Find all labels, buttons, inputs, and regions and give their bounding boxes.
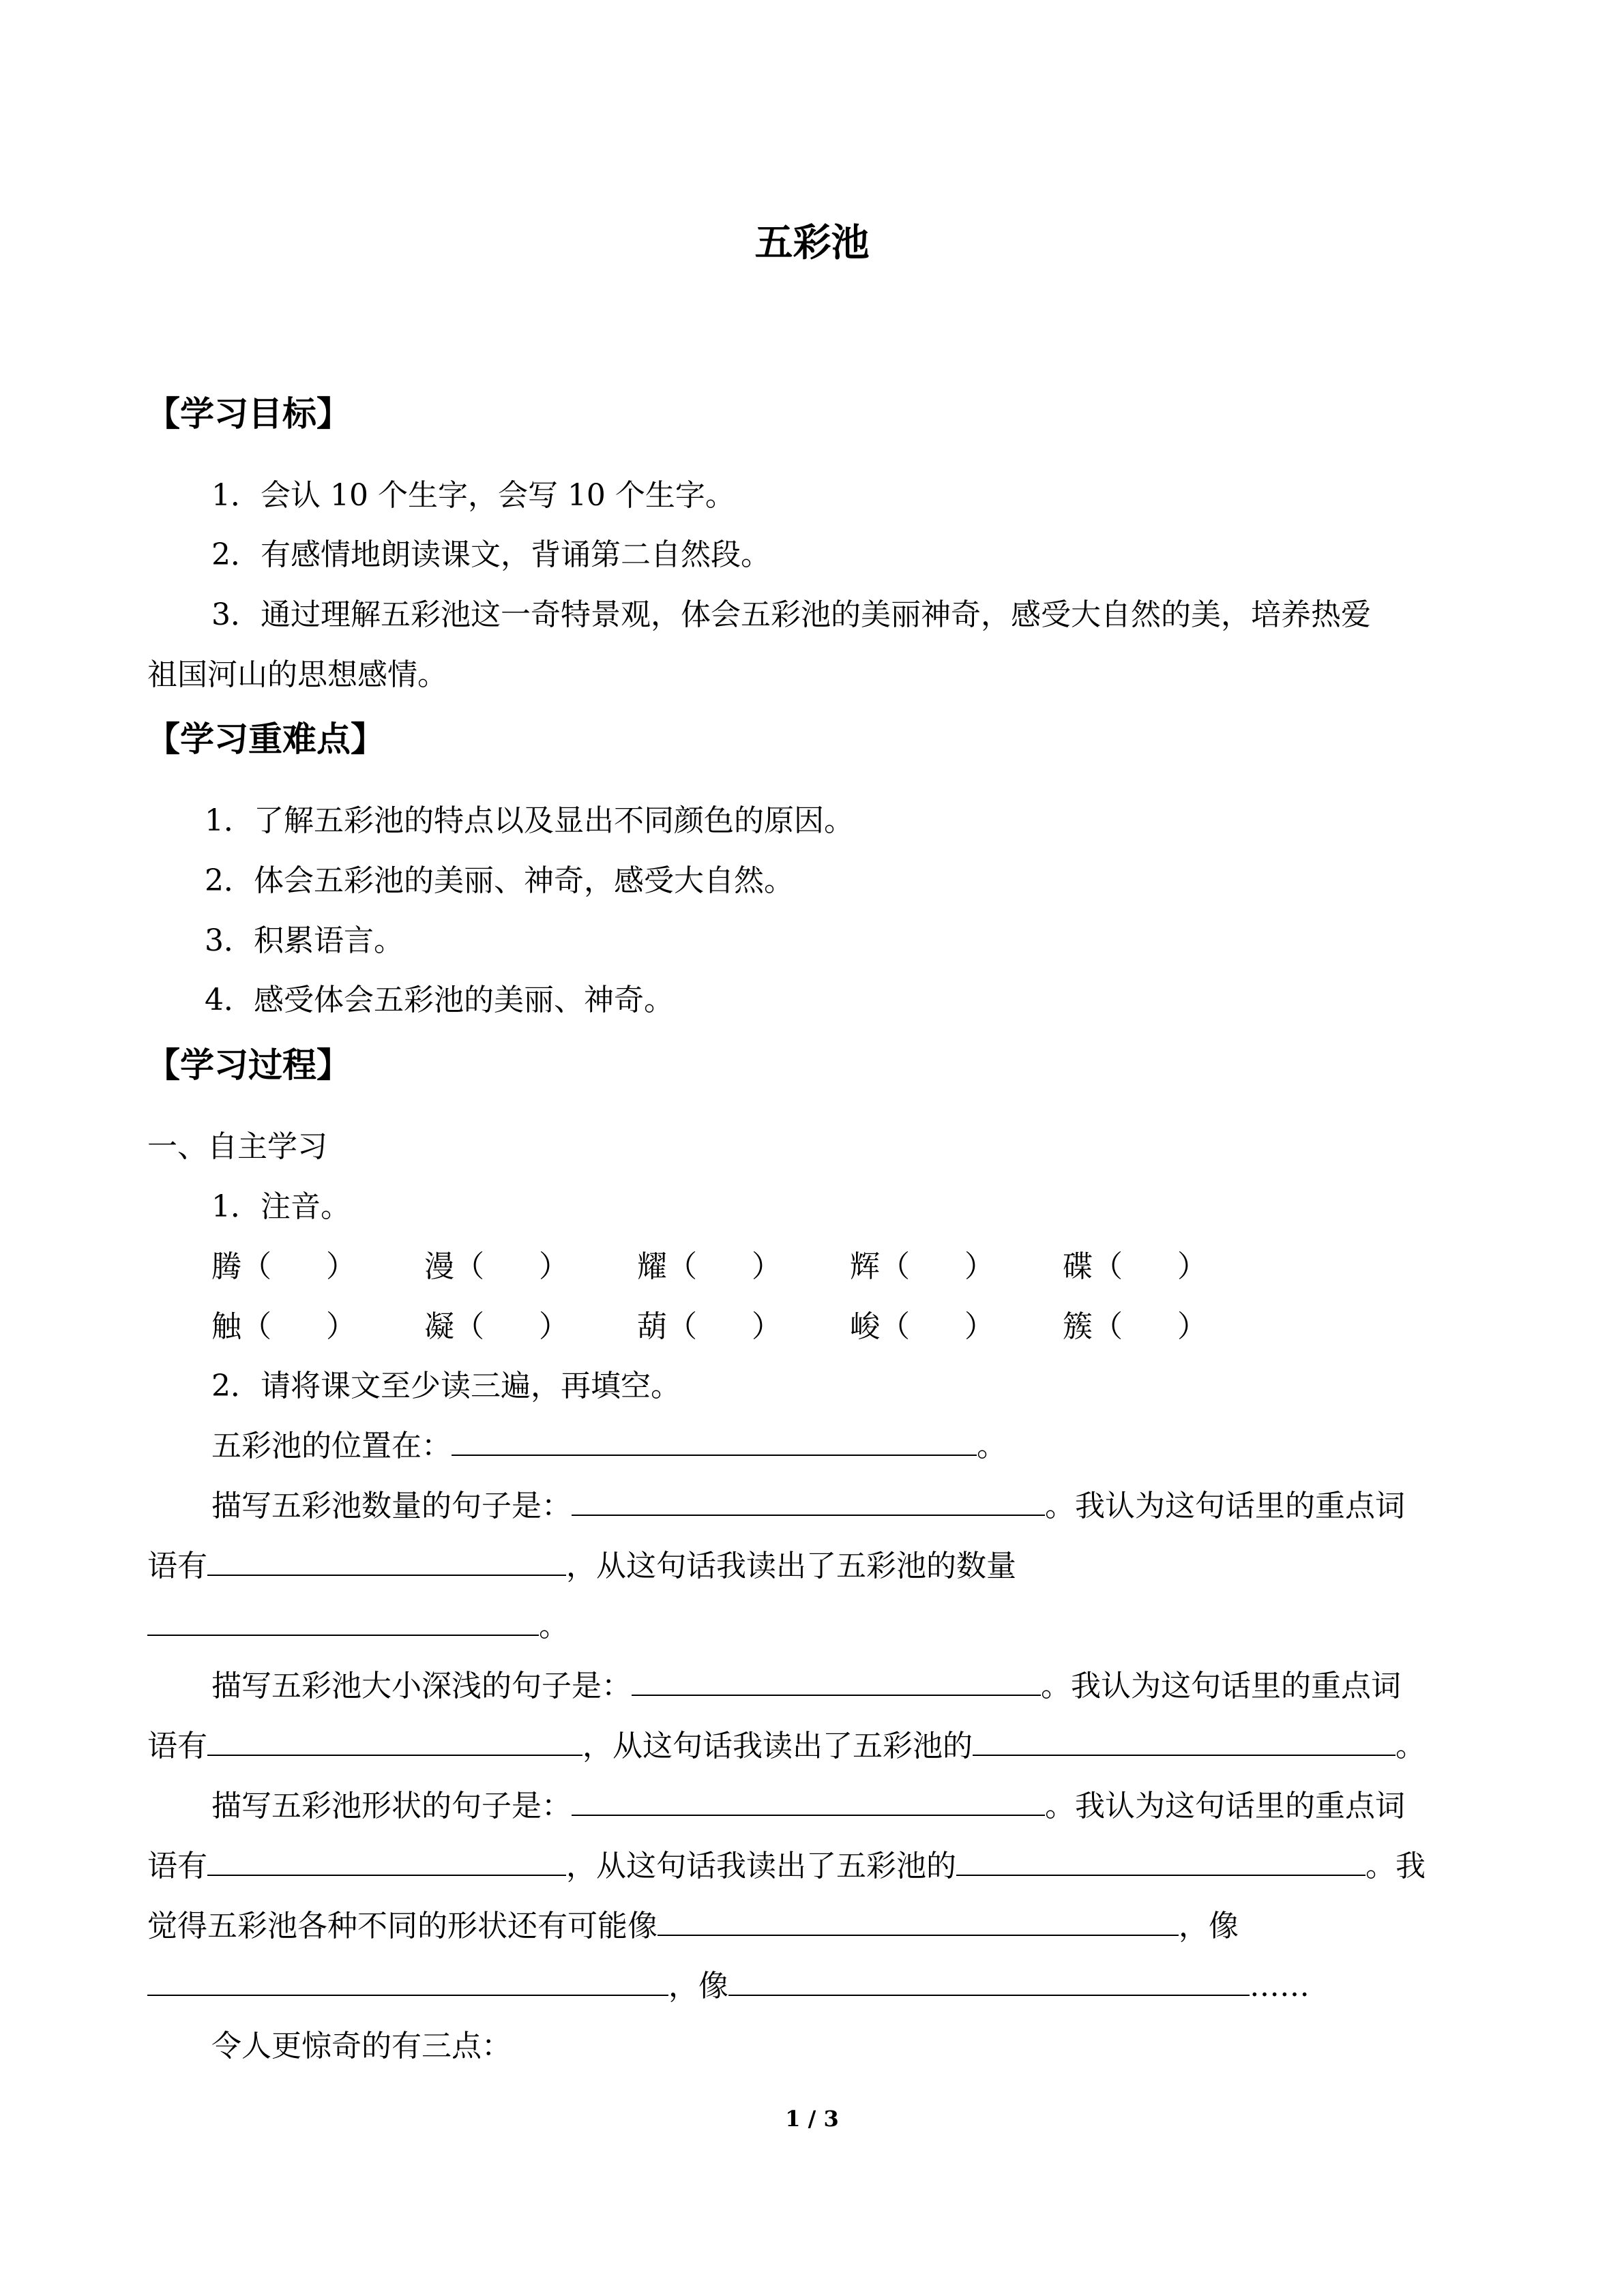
pinyin-item: 葫（ ） xyxy=(637,1309,782,1344)
pinyin-item: 峻（ ） xyxy=(850,1309,994,1344)
quantity-line: 描写五彩池数量的句子是： 。我认为这句话里的重点词 xyxy=(211,1489,1405,1523)
keypoint-item: 4．感受体会五彩池的美丽、神奇。 xyxy=(205,983,674,1017)
page-number: 1 / 3 xyxy=(785,2106,839,2132)
more-surprising-line: 令人更惊奇的有三点： xyxy=(211,2029,512,2063)
quantity-meaning-blank[interactable] xyxy=(147,1607,539,1636)
part-title: 一、自主学习 xyxy=(147,1129,327,1164)
shape-like-line-2: ，像 …… xyxy=(147,1966,1310,2007)
pinyin-item: 凝（ ） xyxy=(424,1309,569,1344)
size-line: 描写五彩池大小深浅的句子是： 。我认为这句话里的重点词 xyxy=(211,1669,1401,1703)
heading-keypoints: 【学习重难点】 xyxy=(146,719,385,759)
quantity-line-3: 。 xyxy=(147,1606,569,1647)
keypoint-item: 3．积累语言。 xyxy=(205,923,404,958)
shape-like-blank-1[interactable] xyxy=(658,1907,1179,1936)
shape-like-blank-2[interactable] xyxy=(147,1967,668,1996)
objective-item-continued: 祖国河山的思想感情。 xyxy=(147,657,447,692)
quantity-sentence-blank[interactable] xyxy=(572,1487,1045,1516)
pinyin-item: 漫（ ） xyxy=(424,1249,569,1284)
heading-objectives: 【学习目标】 xyxy=(146,394,351,434)
pinyin-row-2 xyxy=(211,1307,1207,1347)
size-meaning-blank[interactable] xyxy=(973,1727,1396,1756)
objective-item: 2．有感情地朗读课文，背诵第二自然段。 xyxy=(211,537,771,572)
size-keyword-blank[interactable] xyxy=(207,1727,582,1756)
shape-sentence-blank[interactable] xyxy=(572,1787,1045,1816)
pinyin-item: 簇（ ） xyxy=(1063,1309,1207,1344)
heading-process: 【学习过程】 xyxy=(146,1045,351,1085)
keypoint-item: 1．了解五彩池的特点以及显出不同颜色的原因。 xyxy=(205,803,854,838)
shape-like-blank-3[interactable] xyxy=(728,1967,1250,1996)
size-line-2: 语有 ，从这句话我读出了五彩池的 。 xyxy=(147,1729,1426,1763)
location-blank[interactable] xyxy=(452,1427,977,1456)
size-sentence-blank[interactable] xyxy=(632,1667,1041,1696)
quantity-keyword-blank[interactable] xyxy=(207,1547,566,1576)
shape-meaning-blank[interactable] xyxy=(956,1847,1365,1876)
shape-line: 描写五彩池形状的句子是： 。我认为这句话里的重点词 xyxy=(211,1789,1405,1823)
pinyin-item: 腾（ ） xyxy=(211,1249,356,1284)
objective-item: 3．通过理解五彩池这一奇特景观，体会五彩池的美丽神奇，感受大自然的美，培养热爱 xyxy=(211,597,1371,632)
location-line: 五彩池的位置在： 。 xyxy=(211,1429,1007,1463)
pinyin-row-1 xyxy=(211,1247,1207,1287)
keypoint-item: 2．体会五彩池的美丽、神奇，感受大自然。 xyxy=(205,863,794,898)
pinyin-item: 辉（ ） xyxy=(850,1249,994,1284)
pinyin-item: 耀（ ） xyxy=(637,1249,782,1284)
question-2: 2．请将课文至少读三遍，再填空。 xyxy=(211,1369,681,1403)
question-1: 1．注音。 xyxy=(211,1189,351,1224)
shape-keyword-blank[interactable] xyxy=(207,1847,566,1876)
page-title: 五彩池 xyxy=(754,221,870,265)
quantity-line-2: 语有 ，从这句话我读出了五彩池的数量 xyxy=(147,1549,1016,1583)
objective-item: 1．会认 10 个生字，会写 10 个生字。 xyxy=(211,478,735,513)
shape-like-line: 觉得五彩池各种不同的形状还有可能像 ，像 xyxy=(147,1909,1239,1943)
pinyin-item: 触（ ） xyxy=(211,1309,356,1344)
shape-line-2: 语有 ，从这句话我读出了五彩池的 。我 xyxy=(147,1849,1426,1883)
pinyin-item: 碟（ ） xyxy=(1063,1249,1207,1284)
